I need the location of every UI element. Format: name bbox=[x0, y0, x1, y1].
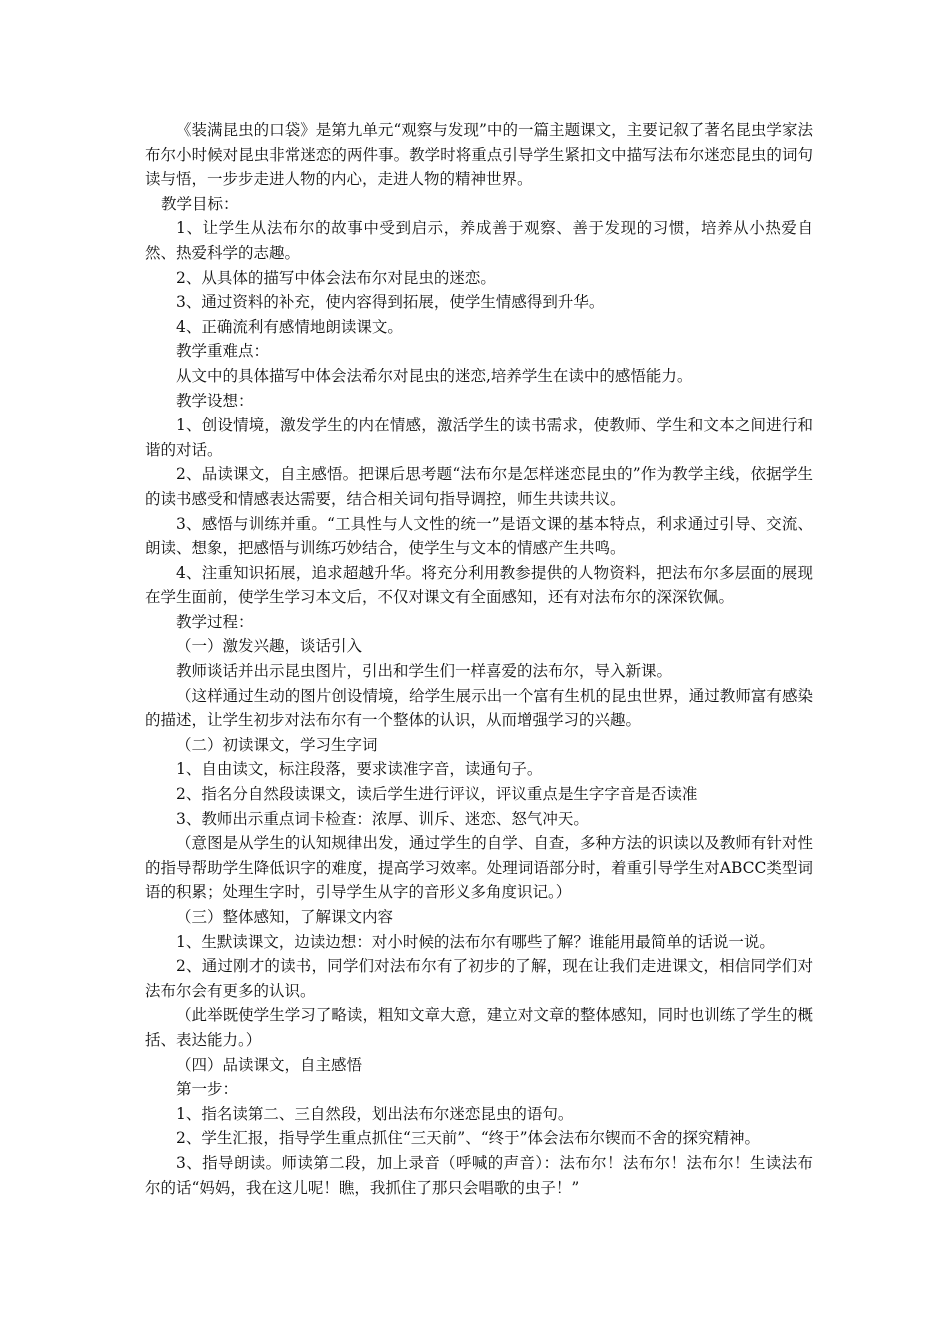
process-item: 3、指导朗读。师读第二段，加上录音（呼喊的声音）：法布尔！法布尔！法布尔！生读法布尔的话“妈妈，我在这儿呢！瞧，我抓住了那只会唱歌的虫子！” bbox=[145, 1153, 813, 1197]
design-item: 2、品读课文，自主感悟。把课后思考题“法布尔是怎样迷恋昆虫的”作为教学主线，依据学生的读书感受和情感表达需要，结合相关词句指导调控，师生共读共议。 bbox=[145, 465, 813, 508]
section-heading-key-points: 教学重难点： bbox=[176, 342, 270, 361]
document-body bbox=[145, 118, 813, 1200]
process-item: 2、学生汇报，指导学生重点抓住“三天前”、“终于”体会法布尔锲而不舍的探究精神。 bbox=[176, 1129, 761, 1148]
process-text: 教师谈话并出示昆虫图片，引出和学生们一样喜爱的法布尔，导入新课。 bbox=[176, 662, 673, 681]
process-item: 1、生默读课文，边读边想：对小时候的法布尔有哪些了解？谁能用最简单的话说一说。 bbox=[176, 932, 775, 951]
process-item: 3、教师出示重点词卡检查：浓厚、训斥、迷恋、怒气冲天。 bbox=[176, 809, 589, 828]
process-item: 2、指名分自然段读课文，读后学生进行评议，评议重点是生字字音是否读准 bbox=[176, 785, 698, 804]
process-step-heading: （一）激发兴趣，谈话引入 bbox=[176, 637, 363, 656]
process-step-heading: （三）整体感知，了解课文内容 bbox=[176, 908, 394, 926]
design-item: 3、感悟与训练并重。“工具性与人文性的统一”是语文课的基本特点，利求通过引导、交流、朗读、想象，把感悟与训练巧妙结合，使学生与文本的情感产生共鸣。 bbox=[145, 514, 813, 558]
objective-item: 3、通过资料的补充，使内容得到拓展，使学生情感得到升华。 bbox=[176, 293, 605, 312]
process-note: （此举既使学生学习了略读，粗知文章大意，建立对文章的整体感知，同时也训练了学生的概括、表达能力。） bbox=[145, 1006, 813, 1049]
process-item: 2、通过刚才的读书，同学们对法布尔有了初步的了解，现在让我们走进课文，相信同学们对法布尔会有更多的认识。 bbox=[145, 957, 813, 1000]
section-heading-process: 教学过程： bbox=[176, 612, 254, 631]
objective-item: 2、从具体的描写中体会法布尔对昆虫的迷恋。 bbox=[176, 268, 496, 287]
objective-item: 1、让学生从法布尔的故事中受到启示，养成善于观察、善于发现的习惯，培养从小热爱自然、热爱科学的志趣。 bbox=[145, 219, 813, 262]
process-note: （这样通过生动的图片创设情境，给学生展示出一个富有生机的昆虫世界，通过教师富有感染的描述，让学生初步对法布尔有一个整体的认识，从而增强学习的兴趣。 bbox=[145, 686, 813, 730]
section-heading-design: 教学设想： bbox=[176, 391, 254, 410]
process-note: （意图是从学生的认知规律出发，通过学生的自学、自查，多种方法的识读以及教师有针对性的指导帮助学生降低识字的难度，提高学习效率。处理词语部分时，着重引导学生对ABCC类型词语的积累；处理生字时，引导学生从字的音形义多角度识记。） bbox=[145, 834, 813, 902]
process-item: 1、指名读第二、三自然段，划出法布尔迷恋昆虫的语句。 bbox=[176, 1104, 574, 1123]
process-step-heading: （四）品读课文，自主感悟 bbox=[176, 1055, 363, 1074]
design-item: 1、创设情境，激发学生的内在情感，激活学生的读书需求，使教师、学生和文本之间进行和谐的对话。 bbox=[145, 416, 813, 459]
process-item: 1、自由读文，标注段落，要求读准字音，读通句子。 bbox=[176, 760, 543, 779]
section-heading-objectives: 教学目标： bbox=[161, 194, 239, 213]
objective-item: 4、正确流利有感情地朗读课文。 bbox=[176, 317, 403, 336]
process-substep-heading: 第一步： bbox=[176, 1080, 239, 1099]
key-points-text: 从文中的具体描写中体会法希尔对昆虫的迷恋,培养学生在读中的感悟能力。 bbox=[176, 366, 693, 385]
intro-paragraph: 《装满昆虫的口袋》是第九单元“观察与发现”中的一篇主题课文，主要记叙了著名昆虫学家法布尔小时候对昆虫非常迷恋的两件事。教学时将重点引导学生紧扣文中描写法布尔迷恋昆虫的词句读与悟，一步步走进人物的内心，走进人物的精神世界。 bbox=[145, 121, 813, 189]
design-item: 4、注重知识拓展，追求超越升华。将充分利用教参提供的人物资料，把法布尔多层面的展现在学生面前，使学生学习本文后，不仅对课文有全面感知，还有对法布尔的深深钦佩。 bbox=[145, 563, 813, 607]
process-step-heading: （二）初读课文，学习生字词 bbox=[176, 735, 378, 754]
